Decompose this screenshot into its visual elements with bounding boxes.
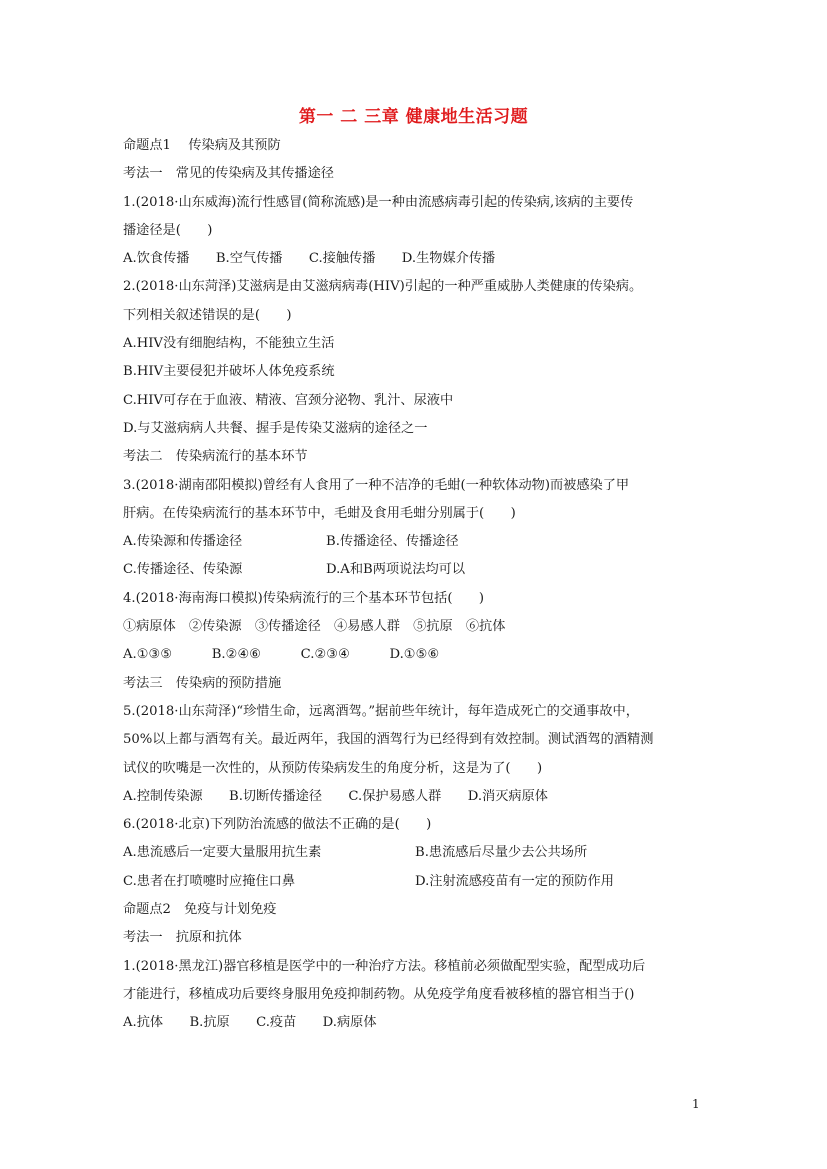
answer-option: B.HIV主要侵犯并破坏人体免疫系统 xyxy=(123,364,335,380)
question-text: 才能进行，移植成功后要终身服用免疫抑制药物。从免疫学角度看被移植的器官相当于() xyxy=(123,986,635,1002)
answer-option: D.与艾滋病病人共餐、握手是传染艾滋病的途径之一 xyxy=(123,420,428,436)
answer-option: C.患者在打喷嚏时应掩住口鼻 xyxy=(123,873,296,889)
answer-options-row xyxy=(123,839,705,867)
answer-options-row xyxy=(123,556,705,584)
question-text: 播途径是( ) xyxy=(123,222,213,238)
page-number: 1 xyxy=(692,1097,700,1111)
subsection-heading: 考法三 传染病的预防措施 xyxy=(123,675,282,691)
question-text: 下列相关叙述错误的是( ) xyxy=(123,307,292,323)
question-text: 4.(2018·海南海口模拟)传染病流行的三个基本环节包括( ) xyxy=(123,590,485,606)
question-text: 肝病。在传染病流行的基本环节中，毛蚶及食用毛蚶分别属于( ) xyxy=(123,505,516,521)
question-text: 2.(2018·山东菏泽)艾滋病是由艾滋病病毒(HIV)引起的一种严重威胁人类健康的传染病。 xyxy=(123,279,643,295)
page-title: 第一 二 三章 健康地生活习题 xyxy=(298,107,529,127)
answer-option: B.传播途径、传播途径 xyxy=(326,534,459,550)
answer-options: A.抗体 B.抗原 C.疫苗 D.病原体 xyxy=(123,1015,377,1031)
question-text: 1.(2018·黑龙江)器官移植是医学中的一种治疗方法。移植前必须做配型实验，配型成功后 xyxy=(123,958,646,974)
section-heading: 命题点1 传染病及其预防 xyxy=(123,138,281,153)
question-text: 6.(2018·北京)下列防治流感的做法不正确的是( ) xyxy=(123,817,432,833)
section-heading: 命题点2 免疫与计划免疫 xyxy=(123,902,277,918)
subsection-heading: 考法二 传染病流行的基本环节 xyxy=(123,449,308,465)
question-text: 1.(2018·山东威海)流行性感冒(简称流感)是一种由流感病毒引起的传染病,该病的主要传 xyxy=(123,194,634,210)
subsection-heading: 考法一 常见的传染病及其传播途径 xyxy=(123,166,334,182)
subsection-heading: 考法一 抗原和抗体 xyxy=(123,930,242,946)
question-text: 3.(2018·湖南邵阳模拟)曾经有人食用了一种不洁净的毛蚶(一种软体动物)而被感染了甲 xyxy=(123,477,630,493)
answer-option: B.患流感后尽量少去公共场所 xyxy=(415,845,588,861)
answer-option: A.患流感后一定要大量服用抗生素 xyxy=(123,845,322,861)
answer-options-row xyxy=(123,528,705,556)
answer-option: A.HIV没有细胞结构，不能独立生活 xyxy=(123,336,335,352)
question-text: 5.(2018·山东菏泽)“珍惜生命，远离酒驾。”据前些年统计，每年造成死亡的交通事故中， xyxy=(123,703,639,719)
question-text: 50%以上都与酒驾有关。最近两年，我国的酒驾行为已经得到有效控制。测试酒驾的酒精测 xyxy=(123,732,654,748)
question-text: 试仪的吹嘴是一次性的，从预防传染病发生的角度分析，这是为了( ) xyxy=(123,760,543,776)
answer-option: C.HIV可存在于血液、精液、宫颈分泌物、乳汁、尿液中 xyxy=(123,392,454,408)
answer-option: C.传播途径、传染源 xyxy=(123,562,243,578)
answer-option: D.注射流感疫苗有一定的预防作用 xyxy=(415,873,614,889)
answer-options: A.控制传染源 B.切断传播途径 C.保护易感人群 D.消灭病原体 xyxy=(123,788,548,804)
document-body xyxy=(123,132,705,1038)
answer-option: A.传染源和传播途径 xyxy=(123,534,243,550)
answer-options: A.①③⑤ B.②④⑥ C.②③④ D.①⑤⑥ xyxy=(123,647,440,663)
answer-options: A.饮食传播 B.空气传播 C.接触传播 D.生物媒介传播 xyxy=(123,251,496,267)
answer-options-row xyxy=(123,868,705,896)
question-items: ①病原体 ②传染源 ③传播途径 ④易感人群 ⑤抗原 ⑥抗体 xyxy=(123,619,506,635)
answer-option: D.A和B两项说法均可以 xyxy=(326,562,466,578)
